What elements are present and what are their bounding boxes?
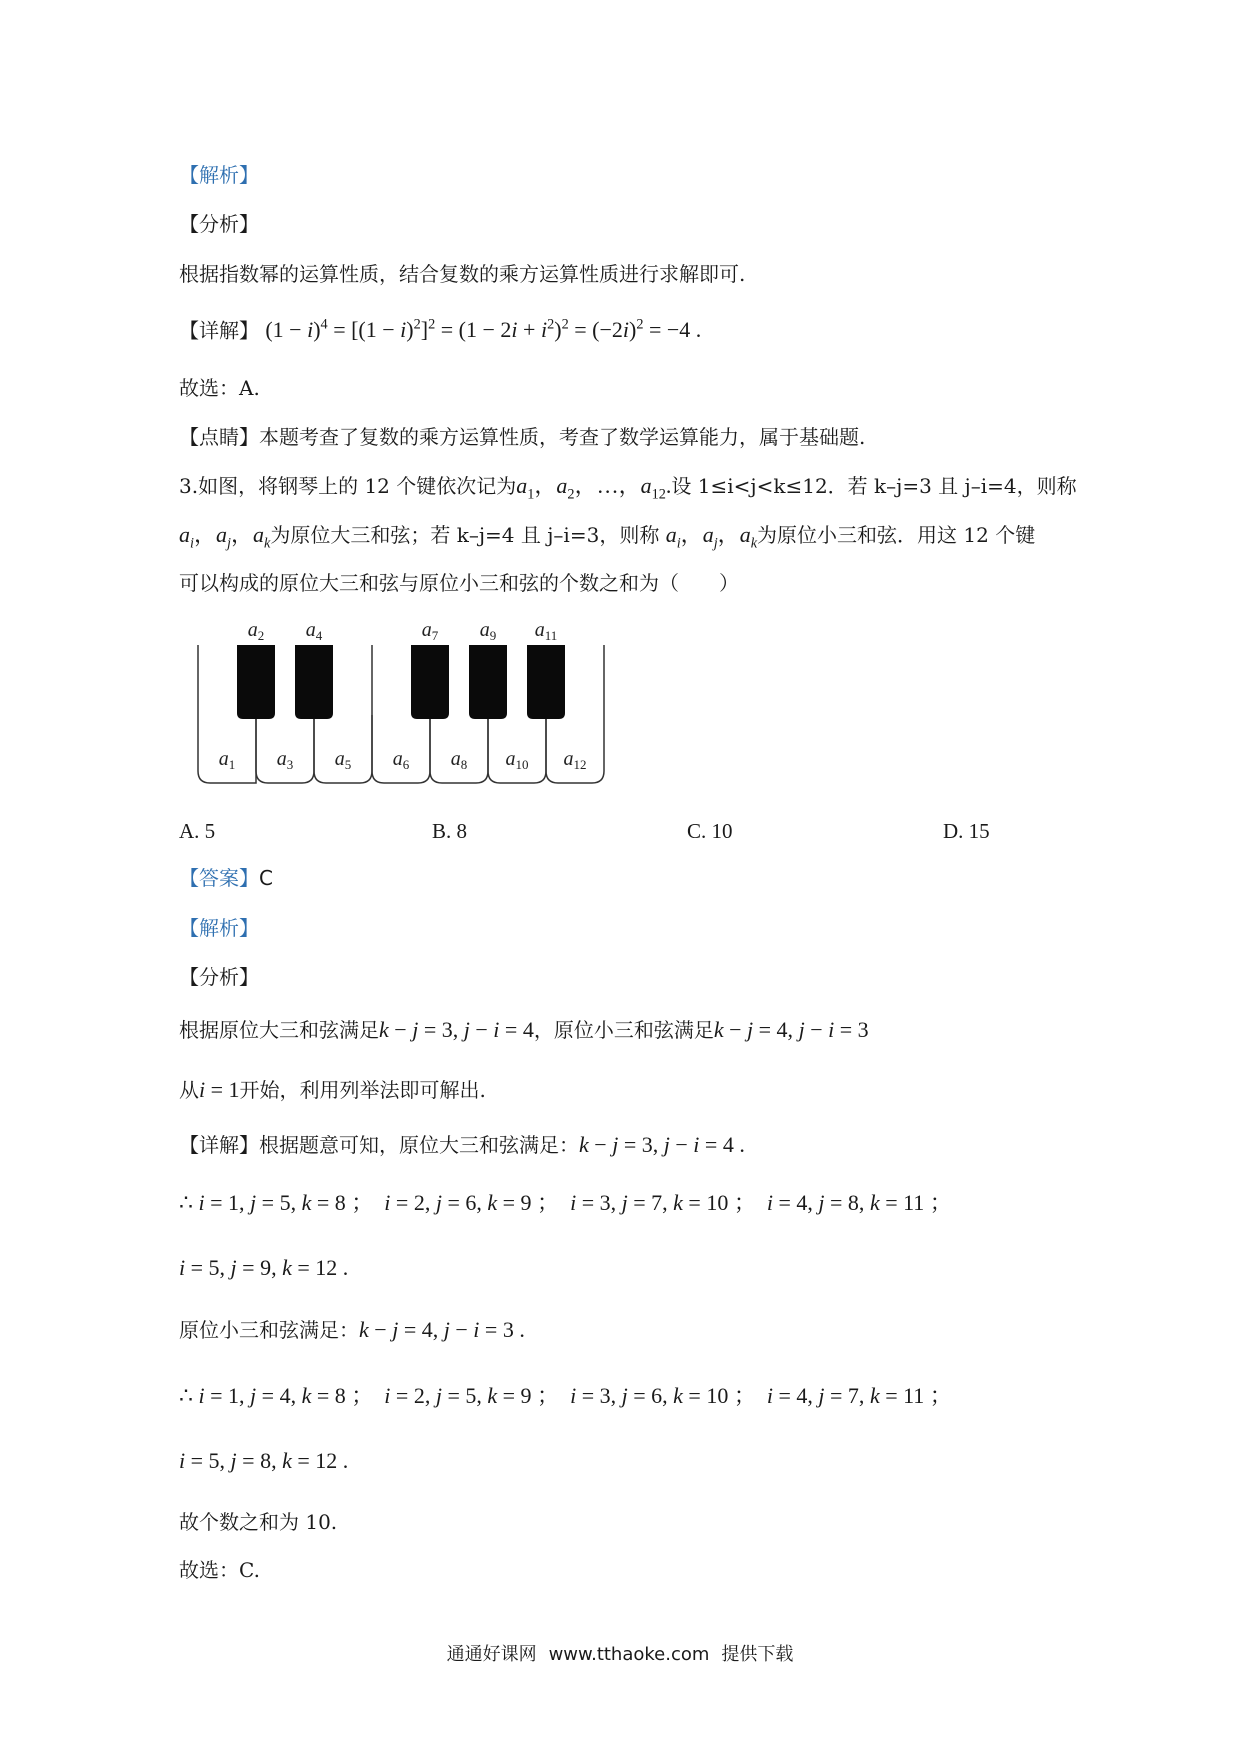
- piano-black-keys: [237, 619, 565, 719]
- black-key-a4: [295, 645, 333, 719]
- q3-line1: [179, 475, 1077, 502]
- white-key-label-a3: $a_3$: [276, 748, 294, 772]
- white-key-label-a12: $a_{12}$: [563, 748, 587, 772]
- white-key-a10: [488, 715, 546, 783]
- comment-tag: 【点睛】: [179, 425, 259, 449]
- black-key-label-a4: $a_4$: [305, 619, 323, 643]
- q3-line2: [179, 524, 1035, 551]
- black-key-a9: [469, 645, 507, 719]
- solution-detail: [179, 1134, 745, 1156]
- piano-diagram: [196, 618, 616, 788]
- prev-choose: 故选：A.: [179, 376, 260, 400]
- detail-tag: 【详解】: [179, 318, 259, 343]
- prev-detail-formula: $(1 - i)^4 = [(1 - i)^2]^2 = (1 - 2i + i^2)^2 = (-2i)^2 = -4$ .: [265, 317, 702, 343]
- major-list-2: i = 5, j = 9, k = 12 .: [179, 1255, 349, 1280]
- minor-list-2: i = 5, j = 8, k = 12 .: [179, 1448, 349, 1473]
- jiexi-tag: 【解析】: [179, 163, 259, 187]
- white-key-label-a6: $a_6$: [392, 748, 410, 772]
- q3-line3: 可以构成的原位大三和弦与原位小三和弦的个数之和为（ ）: [179, 571, 739, 595]
- sol-analysis2-a: 从: [179, 1078, 199, 1102]
- sol-detail-text: 根据题意可知，原位大三和弦满足：: [259, 1133, 579, 1157]
- minor-line: [179, 1319, 525, 1341]
- solution-analysis: [179, 1019, 869, 1041]
- sol-minor-text: 原位小三和弦满足：: [179, 1318, 359, 1342]
- footer-site-name: 通通好课网: [446, 1644, 537, 1665]
- minor-cond: k − j = 4, j − i = 3: [713, 1017, 869, 1042]
- q3-aij-1: $a_i$，$a_j$，$a_k$: [179, 522, 271, 552]
- answer-tag: 【答案】: [179, 866, 259, 890]
- comment-text: 本题考查了复数的乘方运算性质，考查了数学运算能力，属于基础题.: [259, 425, 866, 449]
- sum-line: 故个数之和为 10.: [179, 1510, 338, 1534]
- i-equals-1: i = 1: [199, 1077, 240, 1102]
- sol-analysis-b: ，原位小三和弦满足: [533, 1018, 714, 1042]
- option-c: C. 10: [687, 819, 733, 843]
- white-key-label-a10: $a_{10}$: [505, 748, 529, 772]
- q3-line1-b: 设 1≤i<j<k≤12．若 k–j=3 且 j–i=4，则称: [671, 474, 1077, 498]
- answer-value: C: [259, 866, 273, 890]
- minor-list-1: ∴ i = 1, j = 4, k = 8 ； i = 2, j = 5, k = 9 ； i = 3, j = 6, k = 10 ； i = 4, j = 7, k = 11 ；: [179, 1383, 952, 1408]
- option-b: B. 8: [432, 819, 468, 843]
- minor-cond-2: k − j = 4, j − i = 3 .: [359, 1317, 525, 1342]
- white-key-label-a8: $a_8$: [450, 748, 468, 772]
- q3-aij-2: $a_i$，$a_j$，$a_k$: [665, 522, 758, 552]
- prev-analysis: 根据指数幂的运算性质，结合复数的乘方运算性质进行求解即可.: [179, 262, 746, 286]
- q3-seq: $a_1$，$a_2$，…，$a_{12}$.: [516, 473, 672, 503]
- fenxi-tag: 【分析】: [179, 212, 259, 236]
- white-key-label-a5: $a_5$: [334, 748, 352, 772]
- fenxi-tag-2: 【分析】: [179, 965, 259, 989]
- sol-analysis-a: 根据原位大三和弦满足: [179, 1018, 379, 1042]
- q3-line2-a: 为原位大三和弦；若 k–j=4 且 j–i=3，则称: [270, 523, 660, 547]
- black-key-label-a11: $a_{11}$: [534, 619, 558, 643]
- jiexi-tag-2: 【解析】: [179, 916, 259, 940]
- black-key-label-a7: $a_7$: [421, 619, 439, 643]
- prev-detail: [179, 318, 701, 341]
- black-key-label-a2: $a_2$: [247, 619, 265, 643]
- major-cond-2: k − j = 3, j − i = 4 .: [579, 1132, 745, 1157]
- white-key-label-a1: $a_1$: [218, 748, 236, 772]
- footer-url[interactable]: www.tthaoke.com: [548, 1644, 710, 1665]
- choose-c: 故选：C.: [179, 1558, 260, 1582]
- black-key-a11: [527, 645, 565, 719]
- major-cond: k − j = 3, j − i = 4: [379, 1017, 534, 1042]
- prev-comment: [179, 427, 865, 447]
- option-a: A. 5: [179, 819, 216, 843]
- solution-analysis-2: [179, 1079, 486, 1101]
- q3-line1-a: 3.如图，将钢琴上的 12 个键依次记为: [179, 474, 517, 498]
- detail-tag-2: 【详解】: [179, 1133, 259, 1157]
- q3-line2-b: 为原位小三和弦．用这 12 个键: [757, 523, 1036, 547]
- option-d: D. 15: [943, 819, 990, 843]
- black-key-a2: [237, 645, 275, 719]
- footer: [0, 1640, 1240, 1666]
- black-key-label-a9: $a_9$: [479, 619, 497, 643]
- sol-analysis2-b: 开始，利用列举法即可解出.: [239, 1078, 486, 1102]
- major-list-1: ∴ i = 1, j = 5, k = 8 ； i = 2, j = 6, k = 9 ； i = 3, j = 7, k = 10 ； i = 4, j = 8, k = 11 ；: [179, 1190, 952, 1215]
- black-key-a7: [411, 645, 449, 719]
- footer-provide: 提供下载: [721, 1644, 794, 1665]
- answer-line: [179, 868, 273, 888]
